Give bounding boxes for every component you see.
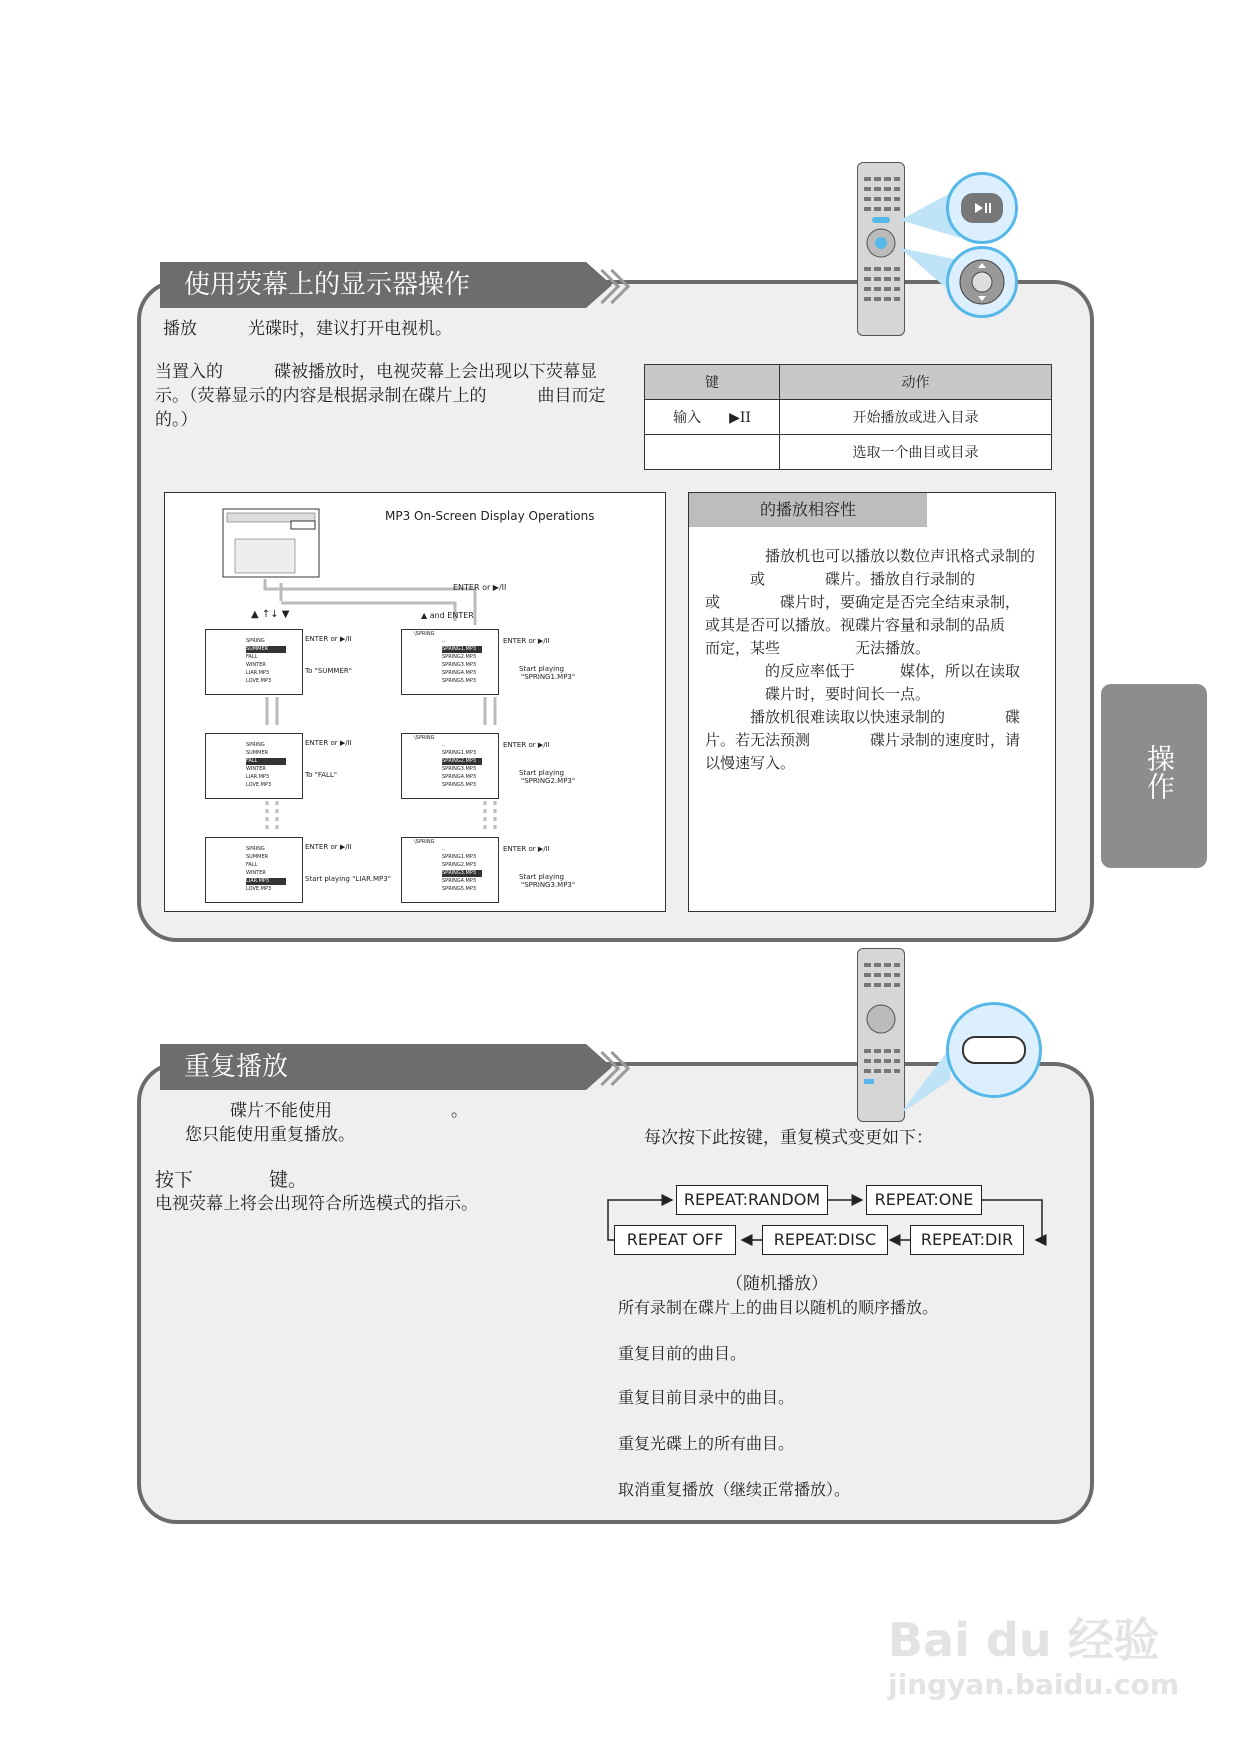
- section1-intro: 播放 光碟时，建议打开电视机。: [163, 319, 452, 339]
- random-desc: 所有录制在碟片上的曲目以随机的顺序播放。: [618, 1298, 939, 1317]
- right-result-file: "SPRING3.MP3": [521, 881, 576, 889]
- repeat-off-box: REPEAT OFF: [614, 1225, 736, 1255]
- table-header-action: 动作: [780, 365, 1052, 400]
- side-tab-label: 操作: [1143, 744, 1176, 800]
- right-action-label: ENTER or ▶/II: [503, 637, 550, 645]
- screen-list-item: SPRING4.MP3: [442, 670, 477, 676]
- right-result-file: "SPRING2.MP3": [521, 777, 576, 785]
- section1-title: 使用荧幕上的显示器操作: [160, 262, 586, 308]
- left-result-label: To "FALL": [305, 771, 338, 779]
- section2-press-note: 电视荧幕上将会出现符合所选模式的指示。: [155, 1194, 478, 1214]
- repeat-button-icon: [949, 1005, 1039, 1095]
- screen-list-item: SPRING1.MP3: [442, 854, 477, 860]
- screen-root-path: \SPRING: [414, 631, 435, 637]
- watermark-url: jingyan.baidu.com: [888, 1668, 1180, 1701]
- section2-line2: 您只能使用重复播放。: [185, 1125, 355, 1145]
- left-screen: [205, 837, 303, 903]
- random-title: （随机播放）: [726, 1274, 828, 1294]
- screen-list-item: FALL: [246, 862, 258, 868]
- screen-list-item: FALL: [246, 758, 286, 765]
- screen-list-item: SPRING5.MP3: [442, 886, 477, 892]
- screen-list-item: FALL: [246, 654, 258, 660]
- right-screen: [401, 629, 499, 695]
- screen-list-item: WINTER: [246, 870, 266, 876]
- repeat-button-callout: [946, 1002, 1042, 1098]
- screen-list-item: SPRING4.MP3: [442, 878, 477, 884]
- screen-list-item: SPRING3.MP3: [442, 870, 482, 877]
- compat-line: 或其是否可以播放。视碟片容量和录制的品质: [705, 616, 1006, 634]
- right-result-label: Start playing: [519, 769, 564, 777]
- screen-list-item: WINTER: [246, 766, 266, 772]
- key-action-table: [644, 364, 1052, 470]
- screen-list-item: ..: [442, 846, 446, 852]
- screen-list-item: SUMMER: [246, 646, 286, 653]
- table-row: [645, 435, 1052, 470]
- screen-list-item: LIAR.MP3: [246, 878, 286, 885]
- screen-list-item: SPRING1.MP3: [442, 646, 482, 653]
- screen-list-item: SPRING3.MP3: [442, 662, 477, 668]
- desc-disc: 重复光碟上的所有曲目。: [618, 1434, 795, 1453]
- screen-list-item: LOVE.MP3: [246, 886, 272, 892]
- enter-button-callout: [946, 246, 1018, 318]
- screen-list-item: LIAR.MP3: [246, 774, 270, 780]
- screen-root-path: \SPRING: [414, 735, 435, 741]
- compat-title: 的播放相容性: [689, 493, 927, 527]
- watermark-logo: Bai du 经验: [888, 1613, 1160, 1667]
- section2-cycle-note: 每次按下此按键，重复模式变更如下：: [644, 1128, 933, 1148]
- diagram-top-label: ENTER or ▶/II: [453, 583, 507, 592]
- left-result-label: To "SUMMER": [305, 667, 352, 675]
- screen-list-item: SPRING4.MP3: [442, 774, 477, 780]
- compat-line: 而定，某些 无法播放。: [705, 639, 931, 657]
- screen-list-item: SPRING1.MP3: [442, 750, 477, 756]
- screen-list-item: SPRING2.MP3: [442, 862, 477, 868]
- side-tab-operation[interactable]: [1101, 684, 1207, 868]
- table-cell-action: 选取一个曲目或目录: [780, 435, 1052, 470]
- screen-list-item: ..: [442, 742, 446, 748]
- section2-title: 重复播放: [160, 1044, 586, 1090]
- right-action-label: ENTER or ▶/II: [503, 741, 550, 749]
- table-row: [645, 400, 1052, 435]
- section1-para-line: 示。（荧幕显示的内容是根据录制在碟片上的 曲目而定: [155, 386, 606, 406]
- screen-list-item: SPRING5.MP3: [442, 782, 477, 788]
- screen-list-item: SPRING: [246, 638, 265, 644]
- screen-list-item: SPRING2.MP3: [442, 654, 477, 660]
- screen-list-item: LIAR.MP3: [246, 670, 270, 676]
- remote-control-illustration: [857, 162, 905, 336]
- table-cell-key: 输入 ▶II: [645, 400, 780, 435]
- compat-line: 或 碟片。播放自行录制的: [705, 570, 976, 588]
- screen-list-item: SPRING5.MP3: [442, 678, 477, 684]
- desc-dir: 重复目前目录中的曲目。: [618, 1388, 795, 1407]
- section2-press: 按下 键。: [155, 1169, 308, 1191]
- screen-list-item: SUMMER: [246, 854, 269, 860]
- table-cell-key: [645, 435, 780, 470]
- compat-line: 片。若无法预测 碟片录制的速度时，请: [705, 731, 1021, 749]
- left-action-label: ENTER or ▶/II: [305, 739, 352, 747]
- screen-list-item: SPRING: [246, 742, 265, 748]
- right-result-label: Start playing: [519, 665, 564, 673]
- screen-list-item: SPRING: [246, 846, 265, 852]
- repeat-random-box: REPEAT:RANDOM: [676, 1185, 828, 1215]
- remote-buttons: [858, 949, 904, 1121]
- left-screen: [205, 629, 303, 695]
- remote-buttons: [858, 163, 904, 335]
- play-pause-icon: [949, 175, 1015, 241]
- repeat-disc-box: REPEAT:DISC: [762, 1225, 888, 1255]
- diagram-left-nav: ▲ ↑↓ ▼: [251, 609, 290, 620]
- compat-line: 或 碟片时，要确定是否完全结束录制，: [705, 593, 1021, 611]
- enter-dpad-icon: [949, 249, 1015, 315]
- screen-list-item: LOVE.MP3: [246, 678, 272, 684]
- diagram-mid-label: ▲ and ENTER: [421, 611, 474, 620]
- right-screen: [401, 837, 499, 903]
- right-result-label: Start playing: [519, 873, 564, 881]
- compat-line: 播放机很难读取以快速录制的 碟: [705, 708, 1021, 726]
- screen-list-item: ..: [442, 638, 446, 644]
- screen-list-item: SPRING3.MP3: [442, 766, 477, 772]
- left-action-label: ENTER or ▶/II: [305, 843, 352, 851]
- mp3-osd-diagram: [164, 492, 666, 912]
- left-action-label: ENTER or ▶/II: [305, 635, 352, 643]
- desc-off: 取消重复播放（继续正常播放）。: [618, 1480, 851, 1499]
- section1-para-line: 当置入的 碟被播放时，电视荧幕上会出现以下荧幕显: [155, 362, 597, 382]
- screen-list-item: LOVE.MP3: [246, 782, 272, 788]
- play-pause-button-callout: [946, 172, 1018, 244]
- compat-box: [688, 492, 1056, 912]
- right-action-label: ENTER or ▶/II: [503, 845, 550, 853]
- screen-list-item: SPRING2.MP3: [442, 758, 482, 765]
- right-screen: [401, 733, 499, 799]
- remote-control-illustration: [857, 948, 905, 1122]
- left-result-label: Start playing "LIAR.MP3": [305, 875, 391, 883]
- diagram-title: MP3 On-Screen Display Operations: [385, 509, 595, 523]
- section2-line1: 碟片不能使用 。: [230, 1101, 468, 1121]
- table-header-key: 键: [645, 365, 780, 400]
- left-screen: [205, 733, 303, 799]
- compat-line: 播放机也可以播放以数位声讯格式录制的: [705, 547, 1036, 565]
- table-cell-action: 开始播放或进入目录: [780, 400, 1052, 435]
- repeat-dir-box: REPEAT:DIR: [910, 1225, 1024, 1255]
- screen-list-item: SUMMER: [246, 750, 269, 756]
- compat-line: 以慢速写入。: [705, 754, 796, 772]
- right-result-file: "SPRING1.MP3": [521, 673, 576, 681]
- compat-line: 的反应率低于 媒体，所以在读取: [705, 662, 1021, 680]
- screen-list-item: WINTER: [246, 662, 266, 668]
- section1-para-line: 的。）: [155, 410, 198, 430]
- repeat-one-box: REPEAT:ONE: [866, 1185, 982, 1215]
- desc-one: 重复目前的曲目。: [618, 1344, 747, 1363]
- compat-line: 碟片时，要时间长一点。: [705, 685, 931, 703]
- screen-root-path: \SPRING: [414, 839, 435, 845]
